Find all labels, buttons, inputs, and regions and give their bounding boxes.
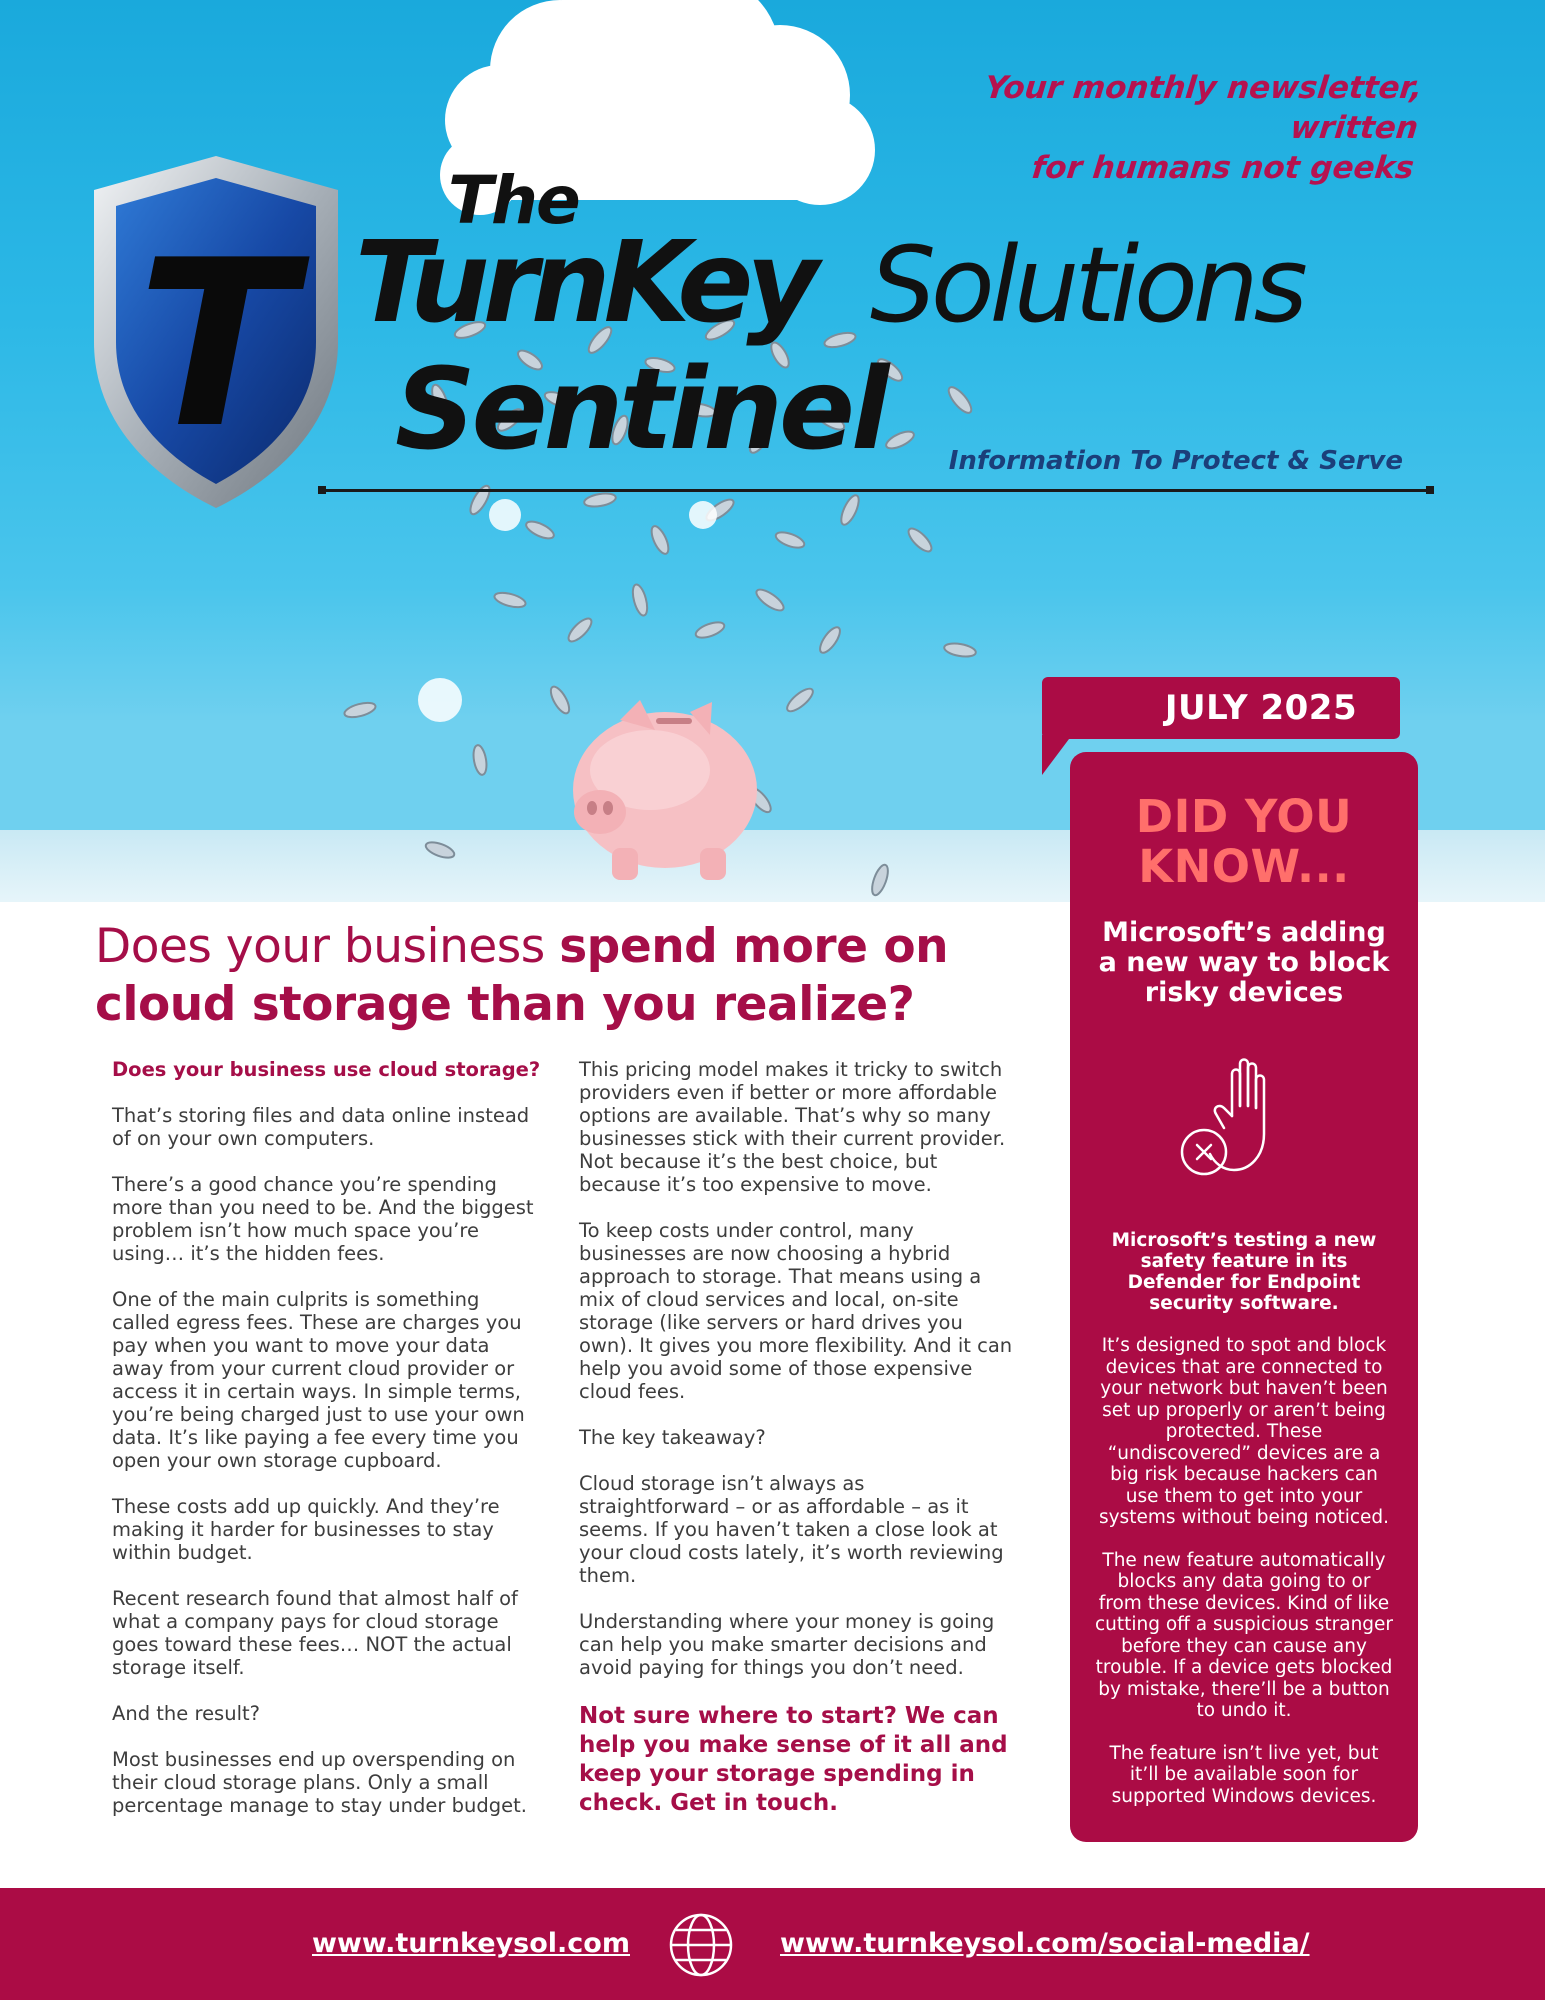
article-paragraph: These costs add up quickly. And they’re making it harder for businesses to stay within budget. [112,1495,500,1564]
article-paragraph: Cloud storage isn’t always as straightforward – or as affordable – as it seems. If you haven’t taken a close look at your cloud costs lately, it’s worth reviewing them. [579,1472,1004,1587]
logo-word-turnkey: TurnKey [355,218,813,348]
sidebar-subtitle: Microsoft’s adding a new way to block risky devices [1098,917,1390,1008]
shield-letter: T [137,212,295,479]
sidebar-title-line-2: KNOW... [1138,840,1350,893]
article-paragraph: This pricing model makes it tricky to switch providers even if better or more affordable options are available. That’s why so many businesses stick with their current provider. Not because it’s the best choice, but because it’s too expensive to move. [579,1058,1006,1196]
article-paragraph: To keep costs under control, many businesses are now choosing a hybrid approach to storage. That means using a mix of cloud services and local, on-site storage (like servers or hard drives you own). It gives you more flexibility. And it can help you avoid some of those expensive cloud fees. [579,1219,1013,1403]
headline-light: Does your business [95,919,560,974]
date-tab-tail [1042,735,1072,775]
sidebar-paragraph-1: It’s designed to spot and block devices that are connected to your network but haven’t been set up properly or aren’t being protected. These “undiscovered” devices are a big risk because hackers can use them to get into your systems without being noticed. [1098,1335,1390,1528]
sidebar-paragraph-2: The new feature automatically blocks any data going to or from these devices. Kind of like cutting off a suspicious stranger before they can cause any trouble. If a device gets blocked by mistake, there’ll be a button to undo it. [1094,1549,1394,1721]
website-link[interactable]: www.turnkeysol.com [312,1928,630,1959]
issue-date-tab: JULY 2025 [1042,677,1400,739]
article-paragraph: The key takeaway? [579,1426,766,1449]
logo-subtitle: Information To Protect & Serve [948,446,1403,476]
logo-divider [320,489,1432,492]
tagline-line-2: for humans not geeks [1030,150,1416,186]
sidebar-paragraph-3: The feature isn’t live yet, but it’ll be available soon for supported Windows devices. [1109,1742,1379,1807]
call-to-action: Not sure where to start? We can help you make sense of it all and keep your storage spending in check. Get in touch. [579,1703,1008,1816]
did-you-know-sidebar [1070,752,1418,1842]
article-paragraph: One of the main culprits is something called egress fees. These are charges you pay when you want to move your data away from your current cloud provider or access it in certain ways. In simple terms, you’re being charged just to use your own data. It’s like paying a fee every time you open your own storage cupboard. [112,1288,525,1472]
newsletter-tagline [852,68,1425,188]
article-paragraph: There’s a good chance you’re spending more than you need to be. And the biggest problem isn’t how much space you’re using… it’s the hidden fees. [112,1173,534,1265]
social-media-link[interactable]: www.turnkeysol.com/social-media/ [780,1928,1310,1959]
sidebar-title [1094,792,1394,892]
footer-bar [0,1888,1545,2000]
article-headline [95,918,995,1034]
sidebar-lead: Microsoft’s testing a new safety feature in its Defender for Endpoint security software. [1111,1230,1377,1314]
shield-logo-icon [90,152,342,512]
article-column-right [579,1058,1019,1818]
article-paragraph: Understanding where your money is going can help you make smarter decisions and avoid paying for things you don’t need. [579,1610,995,1679]
piggy-bank [573,700,757,880]
article-paragraph: That’s storing files and data online instead of on your own computers. [112,1104,530,1150]
article-paragraph: Most businesses end up overspending on their cloud storage plans. Only a small percentage manage to stay under budget. [112,1748,527,1817]
logo-word-sentinel: Sentinel [395,345,886,475]
article-lead-question: Does your business use cloud storage? [112,1058,541,1081]
logo-word-the: The [448,162,579,239]
tagline-line-1: Your monthly newsletter, written [983,70,1425,146]
sidebar-title-line-1: DID YOU [1135,790,1353,843]
logo-word-solutions: Solutions [870,224,1303,346]
stop-hand-icon [1174,1046,1314,1186]
headline-bold-2: cloud storage than you realize? [95,977,915,1032]
globe-icon [668,1912,734,1978]
article-paragraph: Recent research found that almost half of what a company pays for cloud storage goes toward these fees… NOT the actual storage itself. [112,1587,518,1679]
article-paragraph: And the result? [112,1702,260,1725]
article-column-left [112,1058,542,1840]
headline-bold-1: spend more on [559,919,949,974]
